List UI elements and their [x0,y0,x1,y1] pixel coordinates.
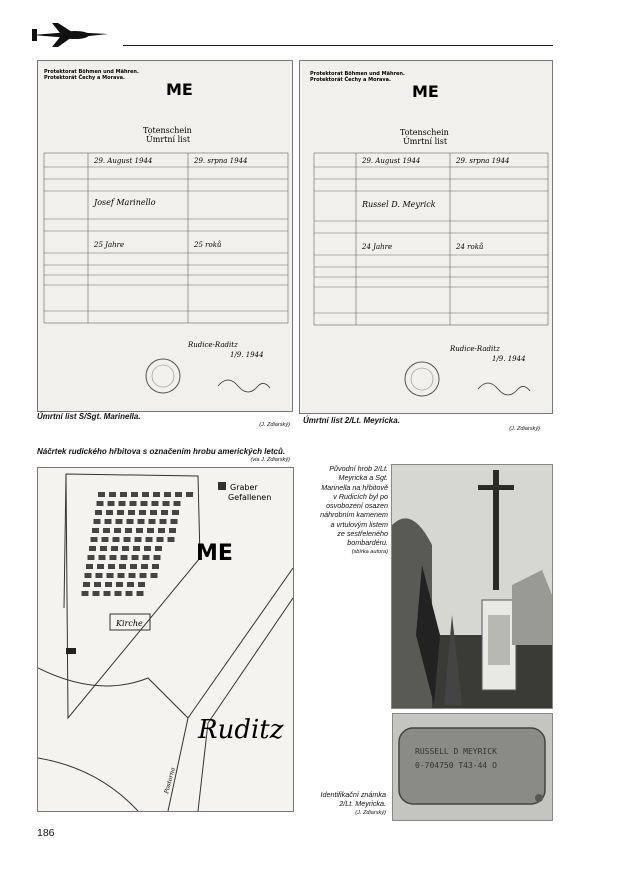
dogtag-photo [392,713,553,821]
caption-grave-line: Meyricka a Sgt. [338,473,388,483]
grave-plot [141,564,148,569]
grave-plot [99,555,106,560]
grave-plot [136,528,143,533]
cert-left-header-cz: Protektorát Čechy a Morava. [44,75,125,81]
grave-plot [126,591,133,596]
grave-plot [104,591,111,596]
caption-grave-line: Původní hrob 2/Lt. [329,464,388,473]
caption-grave-line: osvobození osazen [326,501,388,511]
grave-plot [140,573,147,578]
caption-grave-credit: (sbírka autora) [351,548,388,555]
grave-plot [110,555,117,560]
grave-plot [125,528,132,533]
sketch-road: Postorna [163,766,177,795]
grave-plot [143,555,150,560]
grave-plot [139,510,146,515]
grave-plot [186,492,193,497]
caption-dogtag-credit: (J. Zdiarský) [355,809,386,816]
grave-plot [114,528,121,533]
grave-plot [141,501,148,506]
header-rule [123,45,553,46]
grave-plot [129,573,136,578]
sketch-church: Kirche [116,619,143,628]
grave-plot [147,528,154,533]
grave-plot [152,564,159,569]
grave-plot [158,528,165,533]
cert-left-signature [218,380,270,392]
caption-grave [286,464,388,557]
grave-plot [108,564,115,569]
grave-plot [127,519,134,524]
bomber-aircraft-icon [30,20,110,48]
grave-plot [131,492,138,497]
grave-plot [85,573,92,578]
caption-cert-left-credit: (J. Zdiarský) [259,422,290,428]
sketch-legend-2: Gefallenen [228,493,272,502]
grave-plot [94,519,101,524]
grave-plot [86,564,93,569]
cert-right-stamp: ME [412,82,439,101]
grave-plot [109,492,116,497]
grave-plot [171,519,178,524]
grave-plot [119,501,126,506]
caption-grave-line: bombardéru. [347,538,388,548]
cert-left-age: 25 Jahre [94,241,125,249]
grave-plot [168,537,175,542]
legend-marker [218,482,226,490]
grave-plot [92,528,99,533]
grave-plot [164,492,171,497]
grave-plot [106,510,113,515]
grave-plot [105,582,112,587]
grave-plot [163,501,170,506]
cert-right-date-de: 29. August 1944 [362,157,421,165]
dogtag-line2: 0-704750 T43-44 O [415,761,497,770]
grave-plot [146,537,153,542]
grave-plot [127,582,134,587]
grave-plot [122,546,129,551]
grave-plot [152,501,159,506]
grave-plot [119,564,126,569]
grave-photo [391,464,553,709]
caption-dogtag-line: Identifikační známka [320,790,386,799]
grave-plot [93,591,100,596]
grave-plot [103,528,110,533]
cert-right-date-sign: 1/9. 1944 [492,355,526,363]
cert-right-header-cz: Protektorát Čechy a Morava. [310,77,391,83]
death-certificate-right [299,60,553,414]
grave-marker [66,648,76,654]
caption-sketch: Náčrtek rudického hřbitova s označením hrobu amerických letců. [37,447,286,456]
grave-plot [153,492,160,497]
grave-plot [95,510,102,515]
caption-grave-line: Marinella na hřbitově [321,482,388,492]
grave-plot [135,537,142,542]
cert-right-title-de: Totenschein [400,128,449,137]
grave-plot [169,528,176,533]
cert-left-title-cz: Úmrtní list [146,135,191,144]
grave-plot [115,591,122,596]
grave-plot [149,519,156,524]
caption-cert-right-credit: (J. Zdiarský) [509,426,540,432]
cert-left-place: Rudice-Raditz [188,341,238,349]
grave-plot [124,537,131,542]
cert-right-name: Russel D. Meyrick [362,200,436,209]
cert-right-place: Rudice-Raditz [450,345,500,353]
grave-plot [150,510,157,515]
grave-plot [108,501,115,506]
grave-plot [116,519,123,524]
cert-right-seal [405,362,439,396]
grave-plot [96,573,103,578]
grave-plot [111,546,118,551]
cert-right-date-cz: 29. srpna 1944 [456,157,510,165]
grave-plot [132,555,139,560]
grave-plot [138,582,145,587]
grave-plot [116,582,123,587]
grave-plot [175,492,182,497]
grave-plot [137,591,144,596]
grave-plot [157,537,164,542]
grave-plot [161,510,168,515]
cert-right-age-cz: 24 roků [456,243,484,251]
grave-plot [83,582,90,587]
grave-plot [120,492,127,497]
cert-left-date-de: 29. August 1944 [94,157,153,165]
cert-left-title-de: Totenschein [143,126,192,135]
grave-plot [88,555,95,560]
grave-plot [97,564,104,569]
grave-plot [154,555,161,560]
grave-plot [133,546,140,551]
caption-dogtag [290,790,386,818]
grave-plot [144,546,151,551]
caption-grave-line: ze sestřeleného [337,529,388,539]
cert-left-stamp: ME [166,80,193,99]
caption-cert-right: Úmrtní list 2/Lt. Meyricka. [303,416,400,425]
caption-cert-left: Úmrtní list S/Sgt. Marinella. [37,412,141,421]
sketch-stamp: ME [196,541,233,566]
grave-plot [142,492,149,497]
cert-right-signature [478,383,530,395]
grave-plot [130,501,137,506]
grave-plot [97,501,104,506]
page-number: 186 [37,827,55,839]
sketch-legend-1: Graber [230,483,258,492]
grave-plot [160,519,167,524]
cert-right-age: 24 Jahre [362,243,393,251]
grave-plot [121,555,128,560]
dogtag-line1: RUSSELL D MEYRICK [415,747,497,756]
cert-right-header-de: Protektorat Böhmen und Mähren. [310,71,405,77]
cert-left-date-sign: 1/9. 1944 [230,351,264,359]
grave-grid [82,492,194,596]
grave-plot [172,510,179,515]
grave-plot [155,546,162,551]
caption-grave-line: náhrobním kamenem [320,510,388,520]
cert-right-title-cz: Úmrtní list [403,137,448,146]
grave-plot [100,546,107,551]
grave-plot [91,537,98,542]
grave-plot [130,564,137,569]
grave-plot [82,591,89,596]
grave-plot [94,582,101,587]
death-certificate-left [37,60,293,412]
cert-left-name: Josef Marinello [94,198,156,207]
grave-plot [98,492,105,497]
grave-plot [118,573,125,578]
grave-plot [174,501,181,506]
caption-grave-line: v Rudicích byl po [333,491,388,501]
sketch-village: Ruditz [198,715,284,745]
caption-grave-line: a vrtulovým listem [330,519,388,529]
cemetery-sketch [37,467,294,812]
grave-plot [107,573,114,578]
grave-plot [105,519,112,524]
cert-left-header-de: Protektorat Böhmen und Mähren. [44,69,139,75]
caption-dogtag-line: 2/Lt. Meyricka. [339,799,386,809]
grave-plot [138,519,145,524]
grave-plot [89,546,96,551]
caption-sketch-credit: (via J. Zdiarský) [250,457,290,463]
cert-left-seal [146,359,180,393]
grave-plot [117,510,124,515]
grave-plot [151,573,158,578]
grave-plot [102,537,109,542]
grave-plot [128,510,135,515]
cert-left-age-cz: 25 roků [194,241,222,249]
grave-plot [113,537,120,542]
cert-left-date-cz: 29. srpna 1944 [194,157,248,165]
